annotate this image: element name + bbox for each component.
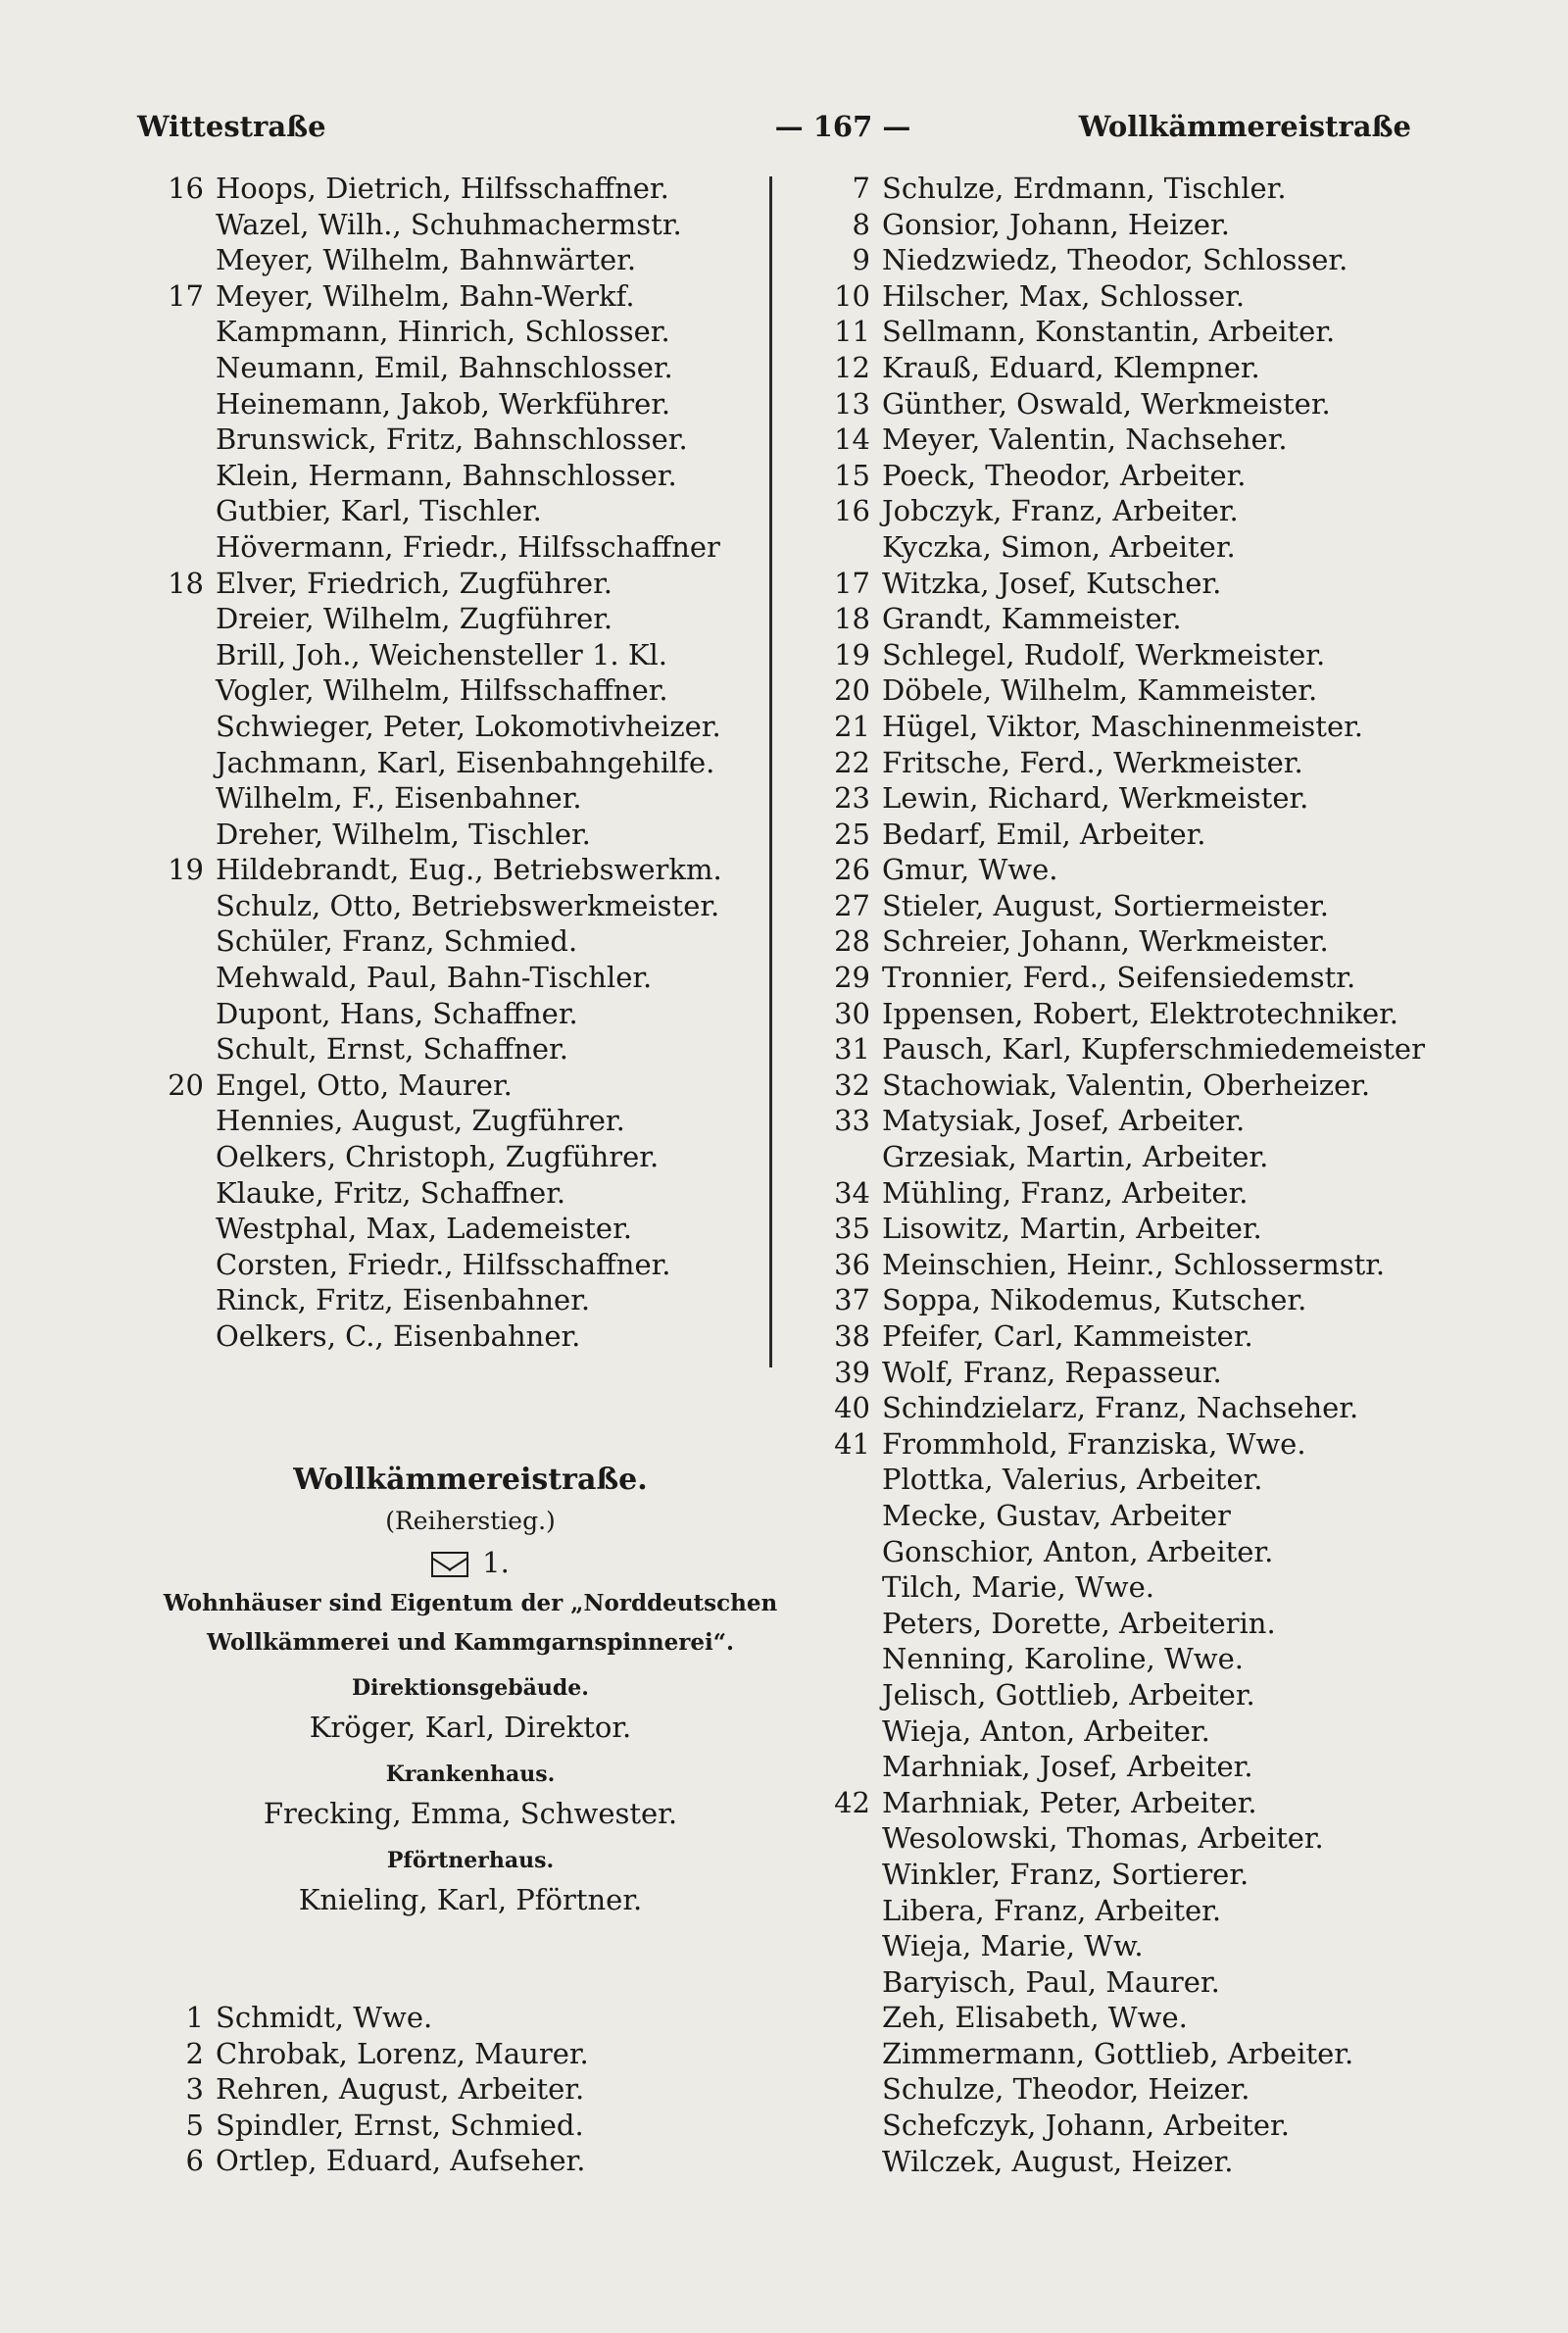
header-right-street: Wollkämmereistraße	[1078, 110, 1411, 143]
house-number: 29	[834, 961, 870, 995]
directory-entry	[804, 672, 1431, 709]
directory-entry	[804, 493, 1431, 529]
directory-entry	[137, 1282, 764, 1318]
resident-name: Chrobak, Lorenz, Maurer.	[216, 2036, 589, 2070]
resident-name: Mecke, Gustav, Arbeiter	[882, 1498, 1231, 1532]
building-label: Pförtnerhaus.	[386, 1848, 555, 1873]
directory-entry	[804, 1462, 1431, 1498]
house-number: 30	[834, 996, 870, 1030]
resident-name: Jachmann, Karl, Eisenbahngehilfe.	[216, 745, 715, 779]
directory-entry	[137, 458, 764, 494]
directory-entry	[804, 350, 1431, 386]
section-title: Wollkämmereistraße.	[293, 1463, 648, 1497]
resident-name: Neumann, Emil, Bahnschlosser.	[216, 350, 673, 384]
resident-name: Lisowitz, Martin, Arbeiter.	[882, 1212, 1262, 1246]
directory-entry	[804, 1785, 1431, 1821]
resident-name: Günther, Oswald, Werkmeister.	[882, 386, 1331, 421]
house-number: 31	[834, 1032, 870, 1067]
resident-name: Vogler, Wilhelm, Hilfsschaffner.	[216, 673, 668, 708]
resident-name: Nenning, Karoline, Wwe.	[882, 1642, 1244, 1676]
resident-name: Niedzwiedz, Theodor, Schlosser.	[882, 243, 1348, 277]
resident-name: Klauke, Fritz, Schaffner.	[216, 1175, 566, 1210]
directory-entry	[804, 1713, 1431, 1750]
resident-entry: Kröger, Karl, Direktor.	[309, 1711, 632, 1744]
house-number: 39	[834, 1355, 870, 1389]
house-number: 27	[834, 888, 870, 922]
house-number: 22	[834, 745, 870, 779]
resident-name: Grandt, Kammeister.	[882, 602, 1182, 636]
envelope-icon	[431, 1552, 468, 1577]
house-number: 12	[834, 350, 870, 384]
resident-name: Krauß, Eduard, Klempner.	[882, 350, 1260, 384]
resident-name: Pfeifer, Carl, Kammeister.	[882, 1319, 1253, 1353]
resident-name: Dupont, Hans, Schaffner.	[216, 996, 578, 1030]
house-number: 20	[168, 1067, 204, 1102]
directory-entry	[804, 1355, 1431, 1391]
resident-name: Schult, Ernst, Schaffner.	[216, 1032, 568, 1067]
house-number: 25	[834, 817, 870, 851]
directory-entry	[137, 350, 764, 386]
house-number: 2	[185, 2036, 204, 2070]
directory-entry	[804, 171, 1431, 207]
resident-name: Schwieger, Peter, Lokomotivheizer.	[216, 709, 721, 743]
house-number: 6	[185, 2144, 204, 2178]
resident-name: Schreier, Johann, Werkmeister.	[882, 924, 1329, 959]
directory-entry	[137, 2000, 764, 2036]
resident-name: Meinschien, Heinr., Schlossermstr.	[882, 1247, 1386, 1281]
directory-entry	[137, 529, 764, 566]
directory-entry	[804, 1067, 1431, 1104]
resident-name: Grzesiak, Martin, Arbeiter.	[882, 1140, 1269, 1174]
house-number: 40	[834, 1391, 870, 1425]
resident-name: Zeh, Elisabeth, Wwe.	[882, 2001, 1188, 2035]
resident-name: Schulz, Otto, Betriebswerkmeister.	[216, 888, 720, 922]
postal-district	[157, 1541, 784, 1584]
directory-entry	[804, 1569, 1431, 1606]
directory-entry	[804, 1498, 1431, 1534]
directory-entry	[804, 1103, 1431, 1139]
resident-name: Dreier, Wilhelm, Zugführer.	[216, 602, 613, 636]
resident-name: Pausch, Karl, Kupferschmiedemeister	[882, 1032, 1425, 1067]
directory-entry	[137, 1103, 764, 1139]
resident-name: Winkler, Franz, Sortierer.	[882, 1857, 1250, 1891]
resident-name: Wazel, Wilh., Schuhmachermstr.	[216, 207, 682, 241]
directory-entry	[804, 1318, 1431, 1355]
directory-entry	[137, 1067, 764, 1104]
building-label: Direktionsgebäude.	[352, 1675, 589, 1701]
directory-entry	[804, 780, 1431, 817]
directory-entry	[804, 2144, 1431, 2180]
resident-name: Jobczyk, Franz, Arbeiter.	[882, 494, 1239, 528]
resident-name: Hildebrandt, Eug., Betriebswerkm.	[216, 853, 722, 887]
house-number: 41	[834, 1426, 870, 1461]
directory-entry	[804, 1031, 1431, 1067]
resident-entry: Knieling, Karl, Pförtner.	[298, 1883, 643, 1916]
directory-entry	[137, 1031, 764, 1067]
house-number: 28	[834, 924, 870, 959]
resident-name: Wilhelm, F., Eisenbahner.	[216, 781, 582, 816]
resident-name: Schmidt, Wwe.	[216, 2001, 433, 2034]
resident-name: Engel, Otto, Maurer.	[216, 1067, 513, 1102]
resident-name: Meyer, Wilhelm, Bahn-Werkf.	[216, 278, 635, 313]
resident-name: Schefczyk, Johann, Arbeiter.	[882, 2109, 1290, 2143]
left-column	[137, 171, 764, 1355]
resident-name: Ortlep, Eduard, Aufseher.	[216, 2144, 586, 2178]
resident-name: Schlegel, Rudolf, Werkmeister.	[882, 637, 1326, 671]
resident-name: Sellmann, Konstantin, Arbeiter.	[882, 315, 1336, 349]
postal-district-number: 1.	[482, 1546, 510, 1579]
resident-name: Marhniak, Josef, Arbeiter.	[882, 1750, 1253, 1784]
directory-entry	[137, 1247, 764, 1283]
resident-name: Hoops, Dietrich, Hilfsschaffner.	[216, 172, 669, 205]
house-number: 26	[834, 853, 870, 887]
resident-name: Jelisch, Gottlieb, Arbeiter.	[882, 1677, 1255, 1712]
resident-name: Hilscher, Max, Schlosser.	[882, 278, 1246, 313]
house-number: 15	[834, 458, 870, 492]
ownership-note-line-2: Wollkämmerei und Kammgarnspinnerei“.	[207, 1629, 734, 1656]
directory-entry	[137, 314, 764, 350]
resident-name: Dreher, Wilhelm, Tischler.	[216, 817, 591, 851]
resident-name: Peters, Dorette, Arbeiterin.	[882, 1606, 1276, 1640]
directory-entry	[804, 1964, 1431, 2001]
page-header	[137, 110, 1411, 149]
directory-entry	[804, 1641, 1431, 1677]
house-number: 16	[834, 494, 870, 528]
directory-entry	[137, 817, 764, 853]
directory-entry	[804, 2071, 1431, 2108]
directory-entry	[137, 672, 764, 709]
house-number: 3	[185, 2072, 204, 2107]
directory-entry	[804, 1677, 1431, 1713]
directory-entry	[804, 1534, 1431, 1570]
resident-name: Wieja, Marie, Ww.	[882, 1929, 1144, 1963]
house-number: 21	[834, 709, 870, 743]
directory-entry	[804, 278, 1431, 315]
directory-entry	[804, 1211, 1431, 1247]
house-number: 23	[834, 781, 870, 816]
house-number: 7	[852, 172, 870, 205]
house-number: 13	[834, 386, 870, 421]
house-number: 19	[834, 637, 870, 671]
directory-entry	[137, 1139, 764, 1175]
resident-name: Kyczka, Simon, Arbeiter.	[882, 529, 1236, 564]
directory-entry	[804, 637, 1431, 673]
directory-entry	[804, 1390, 1431, 1426]
directory-entry	[137, 1175, 764, 1212]
directory-entry	[804, 566, 1431, 602]
directory-entry	[137, 2036, 764, 2072]
house-number: 37	[834, 1283, 870, 1317]
house-number: 5	[185, 2108, 204, 2142]
left-column-continued	[137, 2000, 764, 2179]
resident-name: Wesolowski, Thomas, Arbeiter.	[882, 1821, 1324, 1856]
resident-name: Stachowiak, Valentin, Oberheizer.	[882, 1067, 1371, 1102]
directory-entry	[137, 2108, 764, 2144]
resident-name: Plottka, Valerius, Arbeiter.	[882, 1463, 1263, 1497]
directory-entry	[137, 422, 764, 458]
resident-name: Zimmermann, Gottlieb, Arbeiter.	[882, 2036, 1354, 2070]
directory-entry	[137, 852, 764, 888]
directory-entry	[804, 207, 1431, 243]
resident-name: Mehwald, Paul, Bahn-Tischler.	[216, 961, 653, 995]
directory-entry	[137, 888, 764, 924]
resident-name: Oelkers, Christoph, Zugführer.	[216, 1140, 660, 1174]
resident-name: Baryisch, Paul, Maurer.	[882, 1964, 1220, 1999]
directory-entry	[137, 923, 764, 960]
resident-name: Witzka, Josef, Kutscher.	[882, 566, 1222, 600]
directory-entry	[804, 996, 1431, 1032]
directory-entry	[137, 566, 764, 602]
street-section	[157, 1459, 784, 1921]
resident-name: Spindler, Ernst, Schmied.	[216, 2108, 584, 2142]
house-number: 33	[834, 1104, 870, 1138]
house-number: 11	[834, 315, 870, 349]
directory-entry	[137, 171, 764, 207]
house-number: 9	[852, 243, 870, 277]
resident-name: Marhniak, Peter, Arbeiter.	[882, 1785, 1257, 1819]
house-number: 1	[185, 2001, 204, 2034]
directory-entry	[137, 386, 764, 422]
resident-name: Hövermann, Friedr., Hilfsschaffner	[216, 529, 720, 564]
directory-entry	[804, 817, 1431, 853]
directory-entry	[804, 1893, 1431, 1929]
directory-entry	[804, 745, 1431, 781]
resident-name: Corsten, Friedr., Hilfsschaffner.	[216, 1247, 671, 1281]
house-number: 42	[834, 1785, 870, 1819]
house-number: 16	[168, 172, 204, 205]
right-column	[804, 171, 1431, 2179]
directory-entry	[804, 1928, 1431, 1964]
header-left-street: Wittestraße	[137, 110, 326, 143]
building-label: Krankenhaus.	[385, 1762, 556, 1787]
house-number: 17	[168, 278, 204, 313]
directory-entry	[804, 2000, 1431, 2036]
directory-entry	[804, 709, 1431, 745]
ownership-note-line-1: Wohnhäuser sind Eigentum der „Norddeutschen	[163, 1590, 778, 1616]
directory-entry	[804, 1749, 1431, 1785]
house-number: 36	[834, 1247, 870, 1281]
house-number: 8	[852, 207, 870, 241]
house-number: 14	[834, 422, 870, 457]
directory-entry	[804, 852, 1431, 888]
resident-name: Fritsche, Ferd., Werkmeister.	[882, 745, 1303, 779]
directory-entry	[137, 996, 764, 1032]
directory-entry	[137, 493, 764, 529]
house-number: 17	[834, 566, 870, 600]
resident-name: Gonschior, Anton, Arbeiter.	[882, 1534, 1274, 1568]
resident-name: Gmur, Wwe.	[882, 853, 1058, 887]
resident-name: Klein, Hermann, Bahnschlosser.	[216, 458, 677, 492]
house-number: 18	[834, 602, 870, 636]
resident-name: Döbele, Wilhelm, Kammeister.	[882, 673, 1318, 708]
resident-name: Lewin, Richard, Werkmeister.	[882, 781, 1309, 816]
directory-entry	[804, 422, 1431, 458]
directory-entry	[804, 2036, 1431, 2072]
resident-name: Gonsior, Johann, Heizer.	[882, 207, 1230, 241]
resident-name: Bedarf, Emil, Arbeiter.	[882, 817, 1206, 851]
directory-entry	[804, 888, 1431, 924]
resident-name: Stieler, August, Sortiermeister.	[882, 888, 1330, 922]
directory-entry	[804, 1139, 1431, 1175]
directory-entry	[137, 709, 764, 745]
directory-entry	[137, 278, 764, 315]
page-number: — 167 —	[774, 110, 911, 143]
resident-name: Schindzielarz, Franz, Nachseher.	[882, 1391, 1359, 1425]
house-number: 34	[834, 1175, 870, 1210]
resident-name: Hügel, Viktor, Maschinenmeister.	[882, 709, 1364, 743]
directory-entry	[804, 314, 1431, 350]
directory-entry	[804, 923, 1431, 960]
resident-name: Libera, Franz, Arbeiter.	[882, 1893, 1222, 1927]
column-divider	[769, 176, 772, 1367]
directory-entry	[137, 242, 764, 278]
resident-name: Kampmann, Hinrich, Schlosser.	[216, 315, 670, 349]
directory-entry	[804, 386, 1431, 422]
section-subtitle: (Reiherstieg.)	[385, 1507, 556, 1535]
house-number: 19	[168, 853, 204, 887]
directory-entry	[804, 960, 1431, 996]
house-number: 38	[834, 1319, 870, 1353]
directory-entry	[137, 960, 764, 996]
resident-name: Schulze, Erdmann, Tischler.	[882, 172, 1287, 205]
resident-name: Gutbier, Karl, Tischler.	[216, 494, 542, 528]
directory-entry	[804, 601, 1431, 637]
resident-name: Meyer, Wilhelm, Bahnwärter.	[216, 243, 637, 277]
directory-entry	[804, 1426, 1431, 1463]
house-number: 10	[834, 278, 870, 313]
resident-name: Meyer, Valentin, Nachseher.	[882, 422, 1288, 457]
resident-name: Matysiak, Josef, Arbeiter.	[882, 1104, 1246, 1138]
resident-name: Tilch, Marie, Wwe.	[882, 1570, 1154, 1605]
resident-name: Soppa, Nikodemus, Kutscher.	[882, 1283, 1307, 1317]
house-number: 18	[168, 566, 204, 600]
resident-name: Tronnier, Ferd., Seifensiedemstr.	[882, 961, 1356, 995]
directory-entry	[137, 780, 764, 817]
directory-entry	[137, 601, 764, 637]
resident-name: Schulze, Theodor, Heizer.	[882, 2072, 1250, 2107]
directory-entry	[804, 1606, 1431, 1642]
resident-name: Westphal, Max, Lademeister.	[216, 1212, 632, 1246]
resident-name: Wieja, Anton, Arbeiter.	[882, 1713, 1210, 1748]
resident-name: Mühling, Franz, Arbeiter.	[882, 1175, 1249, 1210]
resident-name: Elver, Friedrich, Zugführer.	[216, 566, 612, 600]
directory-entry	[804, 1282, 1431, 1318]
directory-entry	[137, 745, 764, 781]
directory-entry	[804, 2108, 1431, 2144]
resident-name: Frommhold, Franziska, Wwe.	[882, 1426, 1306, 1461]
resident-entry: Frecking, Emma, Schwester.	[263, 1797, 678, 1830]
resident-name: Heinemann, Jakob, Werkführer.	[216, 386, 671, 421]
house-number: 20	[834, 673, 870, 708]
directory-entry	[804, 242, 1431, 278]
resident-name: Rinck, Fritz, Eisenbahner.	[216, 1283, 591, 1317]
resident-name: Wolf, Franz, Repasseur.	[882, 1355, 1222, 1389]
directory-entry	[804, 1175, 1431, 1212]
directory-entry	[137, 2071, 764, 2108]
directory-entry	[137, 1211, 764, 1247]
directory-entry	[804, 529, 1431, 566]
resident-name: Poeck, Theodor, Arbeiter.	[882, 458, 1247, 492]
resident-name: Ippensen, Robert, Elektrotechniker.	[882, 996, 1399, 1030]
directory-entry	[137, 637, 764, 673]
resident-name: Rehren, August, Arbeiter.	[216, 2072, 585, 2107]
directory-entry	[137, 207, 764, 243]
resident-name: Hennies, August, Zugführer.	[216, 1104, 625, 1138]
resident-name: Wilczek, August, Heizer.	[882, 2144, 1234, 2178]
resident-name: Schüler, Franz, Schmied.	[216, 924, 578, 959]
house-number: 32	[834, 1067, 870, 1102]
resident-name: Brunswick, Fritz, Bahnschlosser.	[216, 422, 688, 457]
directory-entry	[137, 1318, 764, 1355]
directory-entry	[804, 1247, 1431, 1283]
resident-name: Oelkers, C., Eisenbahner.	[216, 1319, 581, 1353]
resident-name: Brill, Joh., Weichensteller 1. Kl.	[216, 637, 668, 671]
directory-entry	[804, 1820, 1431, 1857]
directory-entry	[804, 1857, 1431, 1893]
directory-entry	[804, 458, 1431, 494]
directory-entry	[137, 2143, 764, 2179]
house-number: 35	[834, 1212, 870, 1246]
